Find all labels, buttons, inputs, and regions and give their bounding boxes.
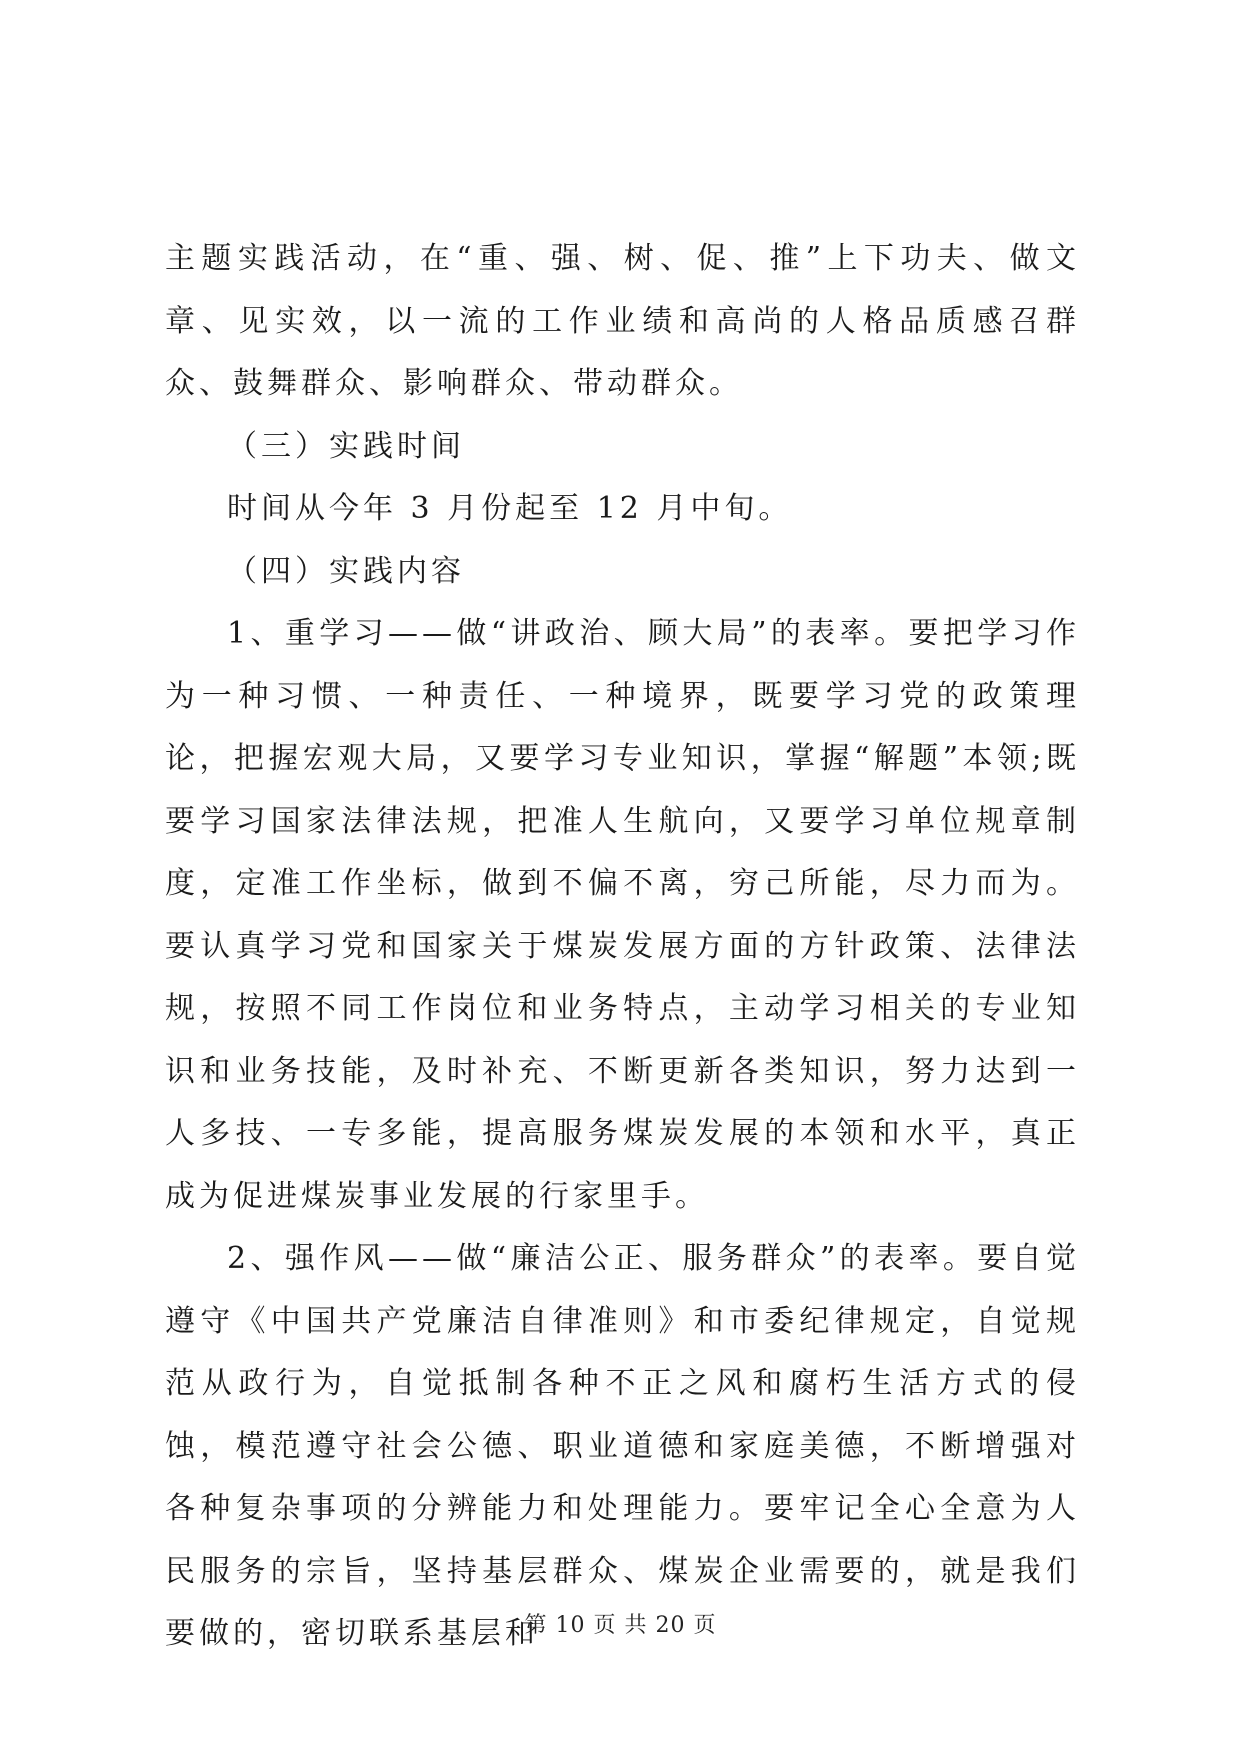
- paragraph-practice-time: 时间从今年 3 月份起至 12 月中旬。: [227, 491, 793, 526]
- paragraph-item-1-study: 1、重学习——做“讲政治、顾大局”的表率。要把学习作为一种习惯、一种责任、一种境界，既要学习党的政策理论，把握宏观大局，又要学习专业知识，掌握“解题”本领;既要学习国家法律法规，把准人生航向，又要学习单位规章制度，定准工作坐标，做到不偏不离，穷己所能，尽力而为。要认真学习党和国家关于煤炭发展方面的方针政策、法律法规，按照不同工作岗位和业务特点，主动学习相关的专业知识和业务技能，及时补充、不断更新各类知识，努力达到一人多技、一专多能，提高服务煤炭发展的本领和水平，真正成为促进煤炭事业发展的行家里手。: [165, 616, 1080, 1214]
- document-body: [165, 228, 1080, 1666]
- section-heading-practice-time: （三）实践时间: [227, 428, 465, 464]
- page-number-footer: 第 10 页 共 20 页: [524, 1613, 717, 1638]
- paragraph-item-2-style: 2、强作风——做“廉洁公正、服务群众”的表率。要自觉遵守《中国共产党廉洁自律准则》和市委纪律规定，自觉规范从政行为，自觉抵制各种不正之风和腐朽生活方式的侵蚀，模范遵守社会公德、职业道德和家庭美德，不断增强对各种复杂事项的分辨能力和处理能力。要牢记全心全意为人民服务的宗旨，坚持基层群众、煤炭企业需要的，就是我们要做的，密切联系基层和: [165, 1241, 1080, 1651]
- section-heading-practice-content: （四）实践内容: [227, 553, 465, 589]
- paragraph-continuation: 主题实践活动，在“重、强、树、促、推”上下功夫、做文章、见实效，以一流的工作业绩和高尚的人格品质感召群众、鼓舞群众、影响群众、带动群众。: [165, 241, 1080, 401]
